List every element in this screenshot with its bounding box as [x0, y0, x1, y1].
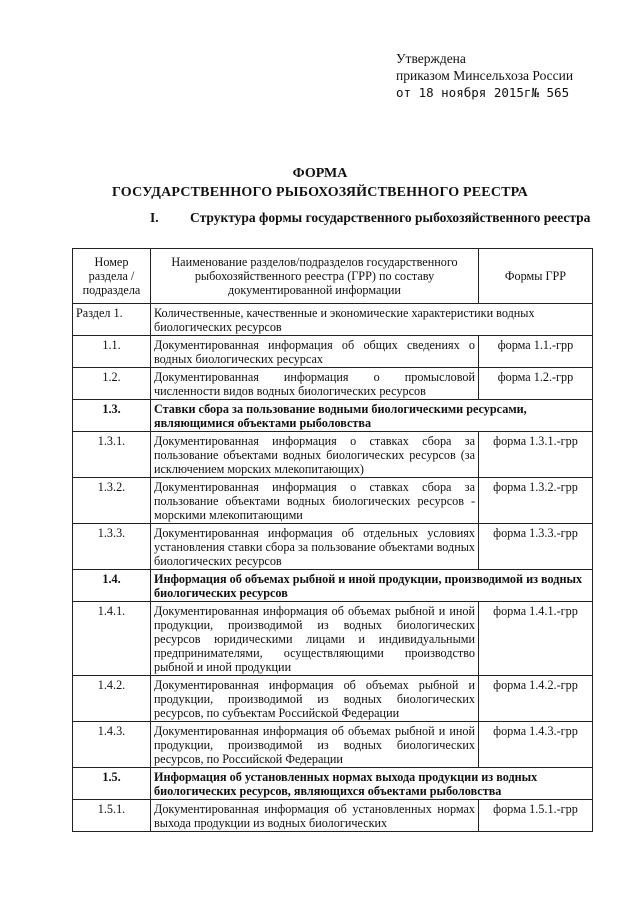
table-row	[73, 768, 593, 800]
row-form: форма 1.4.1.-грр	[479, 602, 593, 676]
row-name: Документированная информация об общих сведениях о водных биологических ресурсах	[151, 336, 479, 368]
section-title-text: Структура формы государственного рыбохозяйственного реестра	[190, 210, 591, 225]
row-number: 1.3.1.	[73, 432, 151, 478]
row-form: форма 1.3.3.-грр	[479, 524, 593, 570]
row-form: форма 1.3.2.-грр	[479, 478, 593, 524]
approval-stamp	[396, 50, 573, 101]
row-name: Ставки сбора за пользование водными биологическими ресурсами, являющимися объектами рыболовства	[151, 400, 593, 432]
row-form: форма 1.5.1.-грр	[479, 800, 593, 832]
document-subtitle: ГОСУДАРСТВЕННОГО РЫБОХОЗЯЙСТВЕННОГО РЕЕСТРА	[112, 185, 528, 200]
row-name: Документированная информация об отдельных условиях установления ставки сбора за пользование объектами водных биологических ресурсов	[151, 524, 479, 570]
row-number: 1.3.3.	[73, 524, 151, 570]
table-row	[73, 676, 593, 722]
row-number: 1.4.3.	[73, 722, 151, 768]
table-row	[73, 722, 593, 768]
row-name: Документированная информация о ставках сбора за пользование объектами водных биологических ресурсов - морскими млекопитающими	[151, 478, 479, 524]
row-form: форма 1.1.-грр	[479, 336, 593, 368]
row-form: форма 1.3.1.-грр	[479, 432, 593, 478]
approval-line-approved: Утверждена	[396, 51, 466, 66]
table-row	[73, 336, 593, 368]
table-body	[73, 304, 593, 832]
approval-line-order: приказом Минсельхоза России	[396, 68, 574, 83]
table-row	[73, 432, 593, 478]
row-number: 1.5.	[73, 768, 151, 800]
row-name: Документированная информация об установленных нормах выхода продукции из водных биологических	[151, 800, 479, 832]
row-form: форма 1.4.3.-грр	[479, 722, 593, 768]
row-form: форма 1.2.-грр	[479, 368, 593, 400]
row-name: Количественные, качественные и экономические характеристики водных биологических ресурсов	[151, 304, 593, 336]
row-number: Раздел 1.	[73, 304, 151, 336]
approval-line-date: от 18 ноября 2015г№ 565	[396, 85, 570, 100]
table-header-row	[73, 249, 593, 304]
row-number: 1.5.1.	[73, 800, 151, 832]
document-title: ФОРМА	[292, 166, 348, 181]
table-row	[73, 570, 593, 602]
header-name: Наименование разделов/подразделов государственного рыбохозяйственного реестра (ГРР) по составу документированной информации	[151, 249, 479, 304]
section-number: I.	[150, 210, 159, 225]
row-name: Документированная информация об объемах рыбной и продукции, производимой из водных биологических ресурсов, по субъектам Российской Федерации	[151, 676, 479, 722]
table-row	[73, 478, 593, 524]
registry-structure-table	[72, 248, 593, 832]
table-row	[73, 524, 593, 570]
table-row	[73, 400, 593, 432]
table-row	[73, 368, 593, 400]
row-name: Информация об установленных нормах выхода продукции из водных биологических ресурсов, являющихся объектами рыболовства	[151, 768, 593, 800]
table-row	[73, 602, 593, 676]
table-row	[73, 800, 593, 832]
row-number: 1.3.2.	[73, 478, 151, 524]
row-number: 1.4.2.	[73, 676, 151, 722]
row-number: 1.4.	[73, 570, 151, 602]
row-name: Информация об объемах рыбной и иной продукции, производимой из водных биологических ресурсов	[151, 570, 593, 602]
table-row	[73, 304, 593, 336]
section-heading	[150, 210, 590, 226]
row-number: 1.1.	[73, 336, 151, 368]
row-number: 1.3.	[73, 400, 151, 432]
row-form: форма 1.4.2.-грр	[479, 676, 593, 722]
row-number: 1.2.	[73, 368, 151, 400]
header-number: Номер раздела / подраздела	[73, 249, 151, 304]
row-name: Документированная информация об объемах рыбной и иной продукции, производимой из водных биологических ресурсов, по Российской Федерации	[151, 722, 479, 768]
row-name: Документированная информация об объемах рыбной и иной продукции, производимой из водных биологических ресурсов юридическими лицами и индивидуальными предпринимателями, осуществляющими производство рыбной и иной продукции	[151, 602, 479, 676]
row-name: Документированная информация о промысловой численности видов водных биологических ресурсов	[151, 368, 479, 400]
header-form: Формы ГРР	[479, 249, 593, 304]
row-number: 1.4.1.	[73, 602, 151, 676]
row-name: Документированная информация о ставках сбора за пользование объектами водных биологических ресурсов (за исключением морских млекопитающих)	[151, 432, 479, 478]
